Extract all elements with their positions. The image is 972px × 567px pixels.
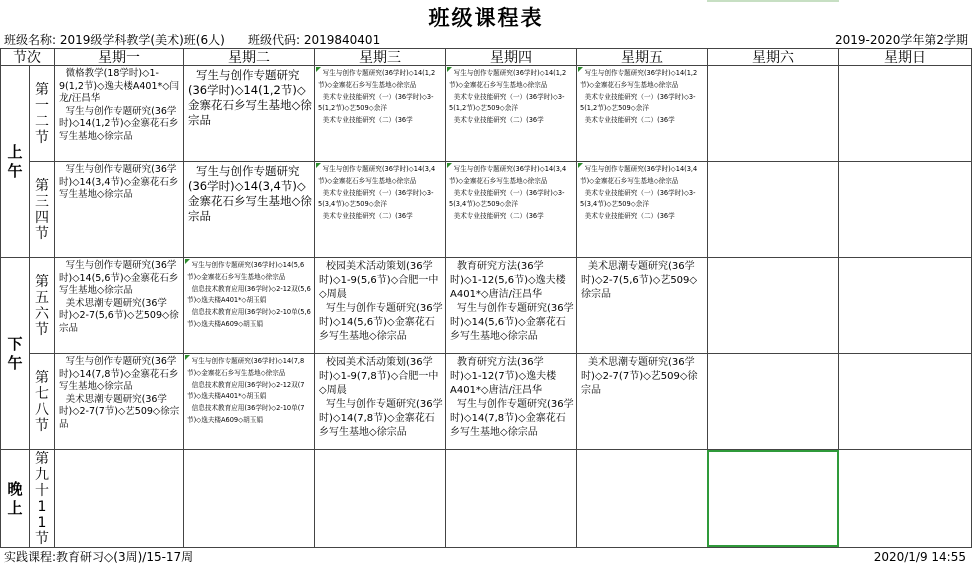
cell-thu-p78[interactable] — [446, 354, 576, 449]
course-entry: 写生与创作专题研究(36学时)◇14(7,8节)◇金寨花石乡写生基地◇徐宗品 — [450, 399, 574, 438]
header-saturday: 星期六 — [752, 50, 794, 65]
course-entry: 写生与创作专题研究(36学时)◇14(5,6节)◇金寨花石乡写生基地◇徐宗品 — [187, 261, 305, 281]
course-entry: 写生与创作专题研究(36学时)◇14(1,2节)◇金寨花石乡写生基地◇徐宗品 — [449, 69, 567, 89]
timestamp: 2020/1/9 14:55 — [873, 550, 966, 564]
comment-marker — [447, 163, 452, 168]
cell-tue-p911[interactable] — [184, 450, 314, 547]
half-afternoon: 下午 — [7, 334, 23, 372]
cell-mon-p12[interactable] — [55, 66, 183, 161]
cell-sun-p56[interactable] — [839, 258, 971, 353]
course-entry: 美术专业技能研究（一）(36学时)◇3-5(1,2节)◇艺509◇余洋 — [318, 92, 434, 113]
page-title: 班级课程表 — [428, 5, 544, 30]
period-7-8: 第七八节 — [35, 369, 49, 434]
course-entry: 美术思潮专题研究(36学时)◇2-7(5,6节)◇艺509◇徐宗品 — [59, 297, 179, 334]
header-wednesday: 星期三 — [359, 50, 401, 65]
cell-thu-p12[interactable] — [446, 66, 576, 161]
header-sunday: 星期日 — [884, 50, 926, 65]
course-entry: 写生与创作专题研究(36学时)◇14(3,4节)◇金寨花石乡写生基地◇徐宗品 — [318, 165, 436, 185]
course-entry: 美术专业技能研究（一）(36学时)◇3-5(1,2节)◇艺509◇余洋 — [449, 92, 565, 113]
cell-sat-p12[interactable] — [708, 66, 838, 161]
cell-mon-p78[interactable] — [55, 354, 183, 449]
cell-thu-p911[interactable] — [446, 450, 576, 547]
period-5-6: 第五六节 — [35, 273, 49, 338]
cell-wed-p56[interactable] — [315, 258, 445, 353]
course-entry: 写生与创作专题研究(36学时)◇14(7,8节)◇金寨花石乡写生基地◇徐宗品 — [59, 356, 179, 392]
cell-mon-p911[interactable] — [55, 450, 183, 547]
course-entry: 写生与创作专题研究(36学时)◇14(3,4节)◇金寨花石乡写生基地◇徐宗品 — [580, 165, 698, 185]
cell-sun-p34[interactable] — [839, 162, 971, 257]
cell-sat-p78[interactable] — [708, 354, 838, 449]
cell-wed-p34[interactable] — [315, 162, 445, 257]
practice-course: 实践课程:教育研习◇(3周)/15-17周 — [4, 550, 194, 564]
term-label: 2019-2020学年第2学期 — [834, 33, 968, 47]
cell-thu-p56[interactable] — [446, 258, 576, 353]
cell-thu-p34[interactable] — [446, 162, 576, 257]
class-code: 班级代码: 2019840401 — [248, 33, 381, 47]
course-entry: 美术专业技能研究（一）(36学时)◇3-5(3,4节)◇艺509◇余洋 — [318, 188, 434, 209]
comment-marker — [316, 67, 321, 72]
comment-marker — [578, 67, 583, 72]
cell-sat-p34[interactable] — [708, 162, 838, 257]
course-entry: 美术专业技能研究（二）(36学 — [453, 116, 544, 125]
course-entry: 教育研究方法(36学时)◇1-12(5,6节)◇逸夫楼A401*◇唐洁/汪昌华 — [450, 261, 566, 300]
course-entry: 写生与创作专题研究(36学时)◇14(1,2节)◇金寨花石乡写生基地◇徐宗品 — [318, 69, 436, 89]
cell-sun-p12[interactable] — [839, 66, 971, 161]
cell-tue-p34[interactable] — [184, 162, 314, 257]
cell-fri-p911[interactable] — [577, 450, 707, 547]
cell-tue-p12[interactable] — [184, 66, 314, 161]
header-monday: 星期一 — [98, 50, 140, 65]
comment-marker — [578, 163, 583, 168]
comment-marker — [447, 67, 452, 72]
comment-marker — [185, 355, 190, 360]
course-entry: 写生与创作专题研究(36学时)◇14(3,4节)◇金寨花石乡写生基地◇徐宗品 — [59, 164, 179, 200]
period-9-11: 第九十11节 — [35, 450, 49, 547]
cell-sun-p911[interactable] — [839, 450, 971, 547]
course-entry: 美术专业技能研究（一）(36学时)◇3-5(3,4节)◇艺509◇余洋 — [449, 188, 565, 209]
course-entry: 信息技术教育应用(36学时)◇2-10单(5,6节)◇逸夫楼A609◇胡玉娟 — [187, 308, 311, 328]
course-entry: 美术思潮专题研究(36学时)◇2-7(7节)◇艺509◇徐宗品 — [59, 393, 180, 430]
course-entry: 美术专业技能研究（一）(36学时)◇3-5(3,4节)◇艺509◇余洋 — [580, 188, 696, 209]
cell-wed-p911[interactable] — [315, 450, 445, 547]
header-tuesday: 星期二 — [228, 50, 270, 65]
header-thursday: 星期四 — [490, 50, 532, 65]
course-entry: 美术专业技能研究（二）(36学 — [584, 212, 675, 221]
course-entry: 信息技术教育应用(36学时)◇2-12双(7节)◇逸夫楼A401*◇胡玉娟 — [187, 380, 305, 401]
cell-sat-p56[interactable] — [708, 258, 838, 353]
cell-wed-p12[interactable] — [315, 66, 445, 161]
course-entry: 美术专业技能研究（二）(36学 — [584, 116, 675, 125]
course-entry: 写生与创作专题研究(36学时)◇14(1,2节)◇金寨花石乡写生基地◇徐宗品 — [580, 69, 698, 89]
course-entry: 信息技术教育应用(36学时)◇2-12双(5,6节)◇逸夫楼A401*◇胡玉娟 — [187, 284, 311, 305]
course-entry: 美术专业技能研究（一）(36学时)◇3-5(1,2节)◇艺509◇余洋 — [580, 92, 696, 113]
course-entry: 校园美术活动策划(36学时)◇1-9(7,8节)◇合肥一中◇周晨 — [319, 357, 439, 396]
cell-fri-p56[interactable] — [577, 258, 707, 353]
course-entry: 写生与创作专题研究(36学时)◇14(5,6节)◇金寨花石乡写生基地◇徐宗品 — [319, 303, 443, 342]
cell-wed-p78[interactable] — [315, 354, 445, 449]
course-entry: 美术专业技能研究（二）(36学 — [322, 212, 413, 221]
cell-sun-p78[interactable] — [839, 354, 971, 449]
class-name: 班级名称: 2019级学科教学(美术)班(6人) — [4, 33, 225, 47]
cell-highlight-top — [707, 0, 839, 2]
half-evening: 晚上 — [7, 479, 23, 517]
course-entry: 写生与创作专题研究(36学时)◇14(7,8节)◇金寨花石乡写生基地◇徐宗品 — [187, 357, 305, 377]
header-section: 节次 — [13, 50, 41, 65]
course-entry: 写生与创作专题研究(36学时)◇14(7,8节)◇金寨花石乡写生基地◇徐宗品 — [319, 399, 443, 438]
cell-fri-p34[interactable] — [577, 162, 707, 257]
course-entry: 写生与创作专题研究(36学时)◇14(5,6节)◇金寨花石乡写生基地◇徐宗品 — [59, 260, 179, 296]
course-entry: 写生与创作专题研究(36学时)◇14(1,2节)◇金寨花石乡写生基地◇徐宗品 — [59, 105, 179, 142]
course-entry: 美术思潮专题研究(36学时)◇2-7(5,6节)◇艺509◇徐宗品 — [581, 261, 698, 300]
period-1-2: 第一二节 — [35, 81, 49, 146]
cell-fri-p78[interactable] — [577, 354, 707, 449]
course-entry: 写生与创作专题研究(36学时)◇14(3,4节)◇金寨花石乡写生基地◇徐宗品 — [188, 164, 312, 223]
course-entry: 校园美术活动策划(36学时)◇1-9(5,6节)◇合肥一中◇周晨 — [319, 261, 439, 300]
course-entry: 美术思潮专题研究(36学时)◇2-7(7节)◇艺509◇徐宗品 — [581, 357, 698, 396]
cell-tue-p78[interactable] — [184, 354, 314, 449]
course-entry: 信息技术教育应用(36学时)◇2-10单(7节)◇逸夫楼A609◇胡玉娟 — [187, 404, 305, 424]
cell-fri-p12[interactable] — [577, 66, 707, 161]
course-entry: 教育研究方法(36学时)◇1-12(7节)◇逸夫楼A401*◇唐洁/汪昌华 — [450, 357, 557, 396]
comment-marker — [316, 163, 321, 168]
cell-mon-p34[interactable] — [55, 162, 183, 257]
course-entry: 微格教学(18学时)◇1-9(1,2节)◇逸夫楼A401*◇闫龙/汪昌华 — [59, 68, 180, 104]
cell-mon-p56[interactable] — [55, 258, 183, 353]
course-entry: 美术专业技能研究（二）(36学 — [322, 116, 413, 125]
selected-cell[interactable] — [707, 450, 839, 547]
course-entry: 写生与创作专题研究(36学时)◇14(5,6节)◇金寨花石乡写生基地◇徐宗品 — [450, 303, 574, 342]
comment-marker — [185, 259, 190, 264]
course-entry: 美术专业技能研究（二）(36学 — [453, 212, 544, 221]
cell-tue-p56[interactable] — [184, 258, 314, 353]
course-entry: 写生与创作专题研究(36学时)◇14(3,4节)◇金寨花石乡写生基地◇徐宗品 — [449, 165, 567, 185]
header-friday: 星期五 — [621, 50, 663, 65]
half-morning: 上午 — [7, 142, 23, 180]
period-3-4: 第三四节 — [35, 177, 49, 242]
course-entry: 写生与创作专题研究(36学时)◇14(1,2节)◇金寨花石乡写生基地◇徐宗品 — [188, 68, 312, 127]
